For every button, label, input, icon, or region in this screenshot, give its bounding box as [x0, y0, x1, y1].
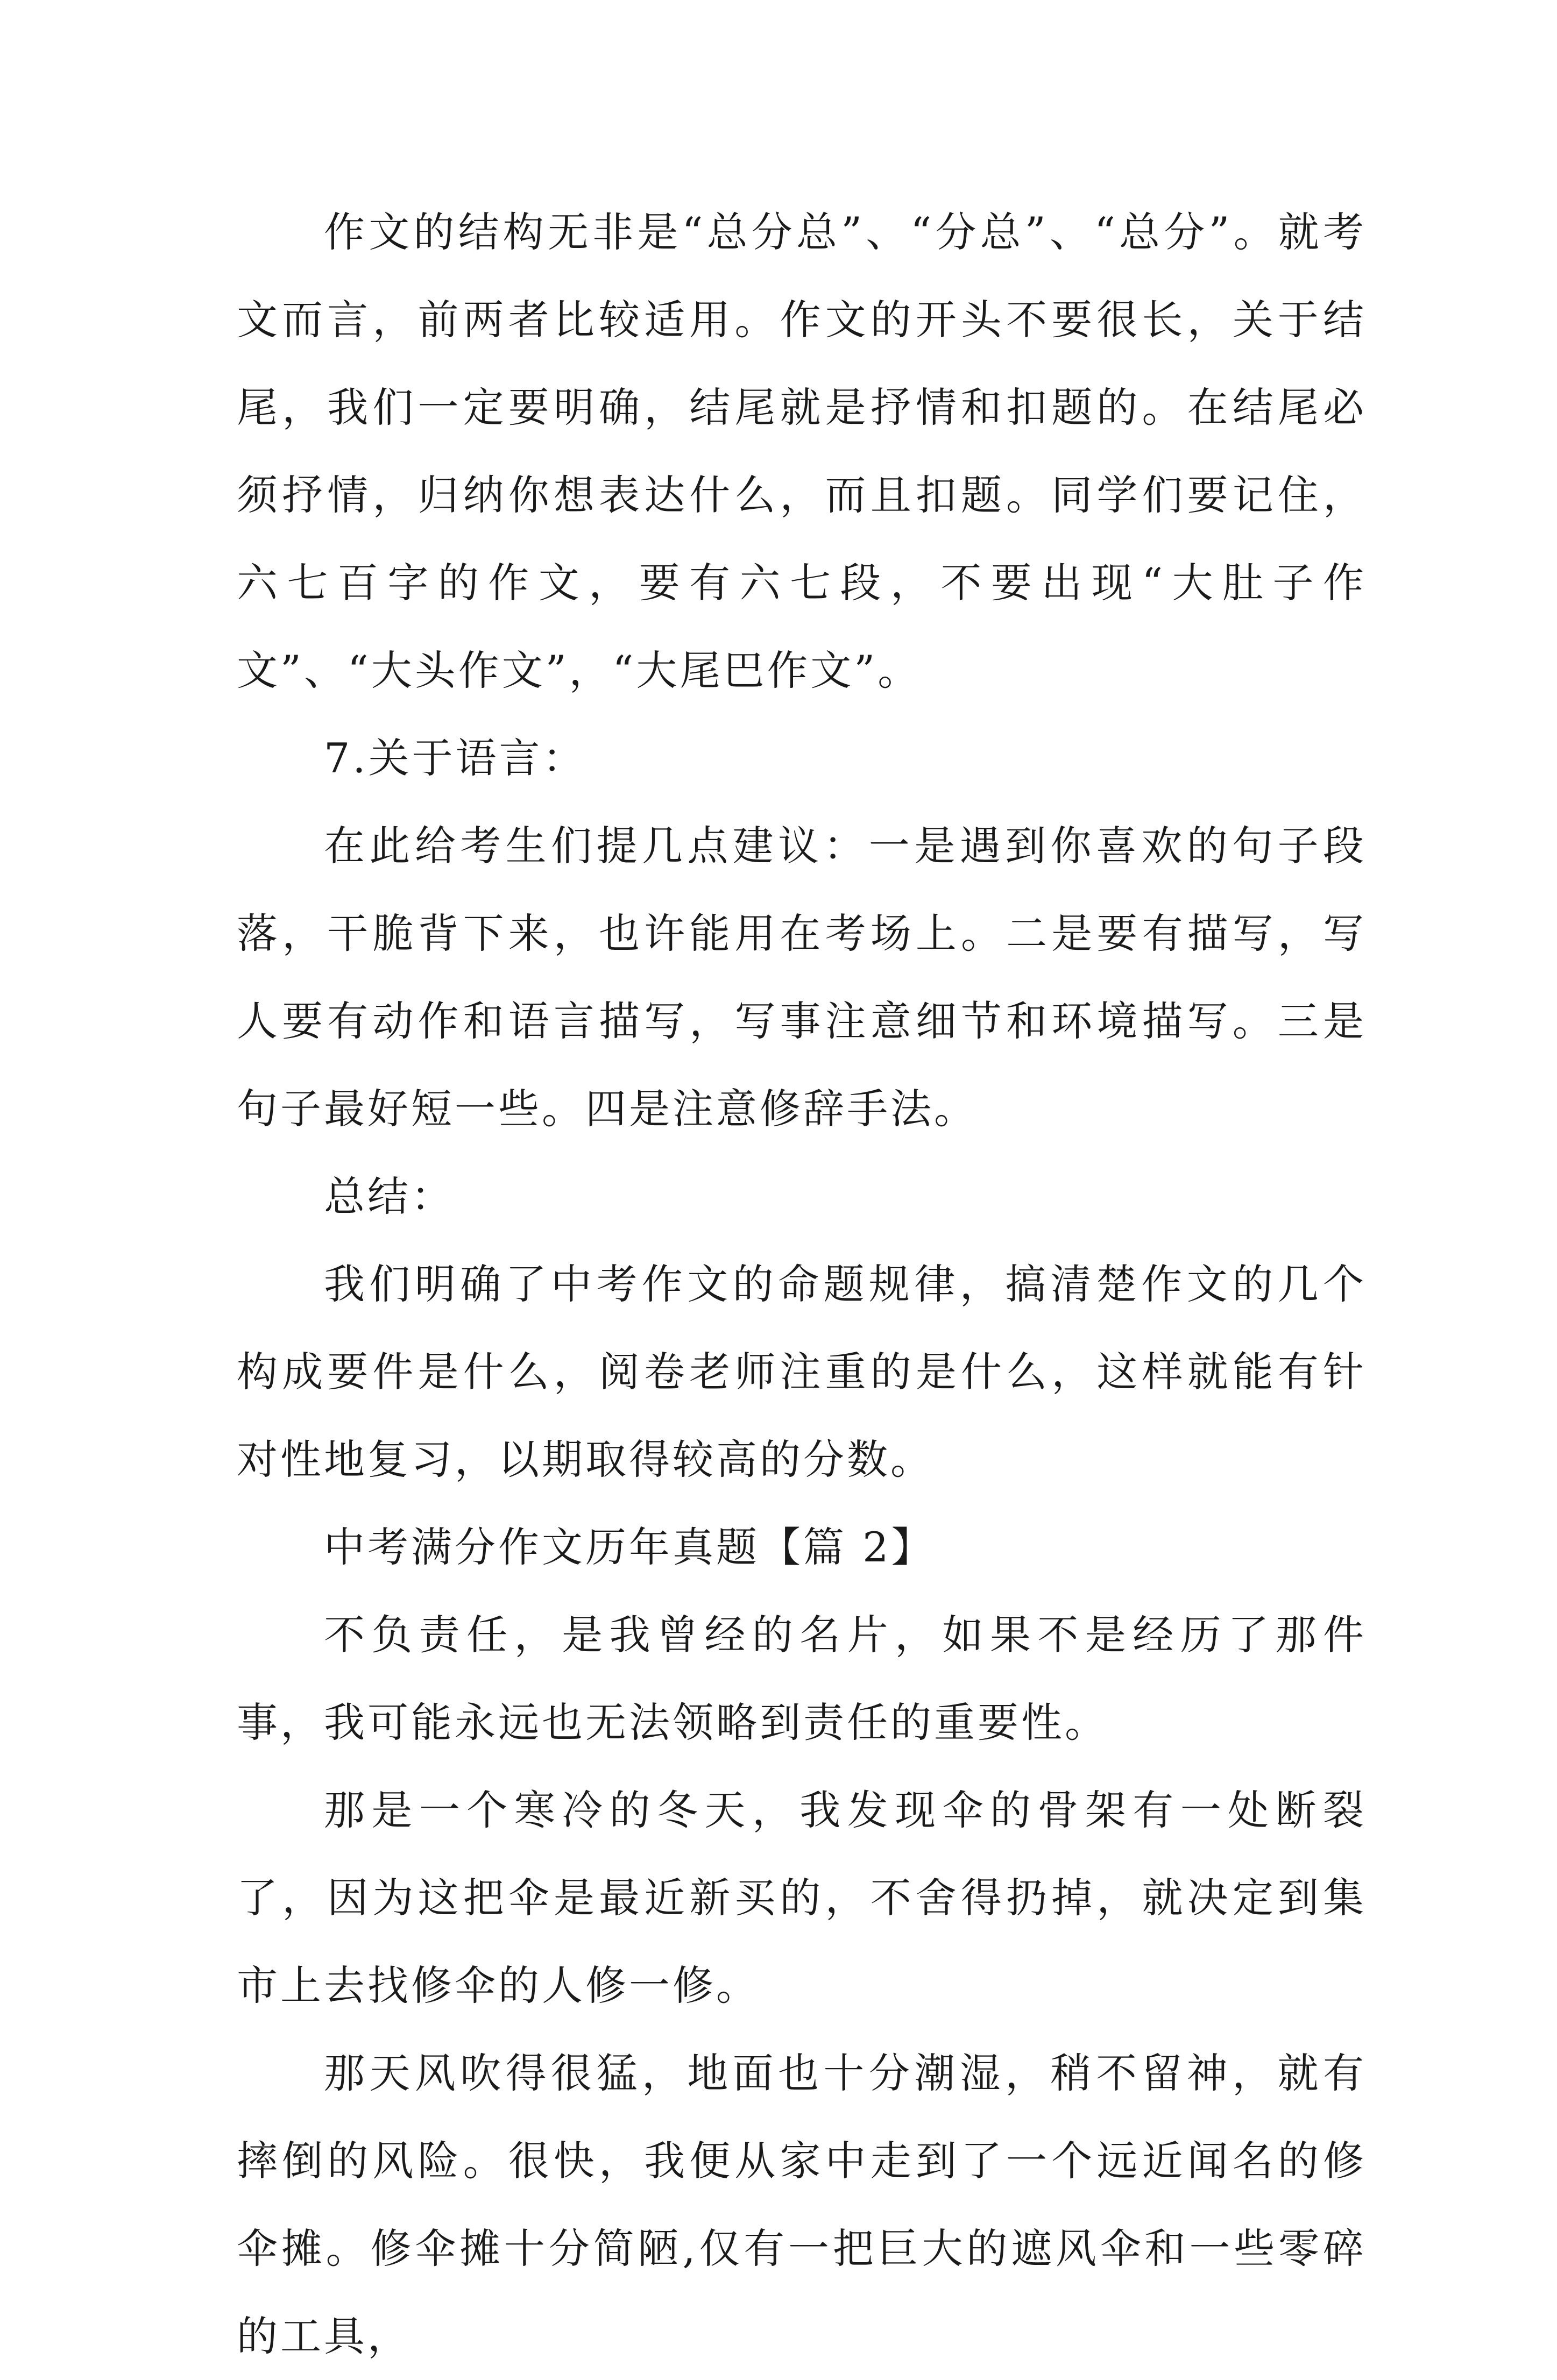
paragraph-summary: 我们明确了中考作文的命题规律，搞清楚作文的几个构成要件是什么，阅卷老师注重的是什么，这样就能有针对性地复习，以期取得较高的分数。	[237, 1260, 1367, 1483]
paragraph-language-heading: 7.关于语言：	[324, 734, 586, 782]
paragraph-essay-2: 那是一个寒冷的冬天，我发现伞的骨架有一处断裂了，因为这把伞是最近新买的，不舍得扔掉，就决定到集市上去找修伞的人修一修。	[237, 1786, 1367, 2009]
body-text	[237, 188, 1367, 2380]
paragraph-essay-3: 那天风吹得很猛，地面也十分潮湿，稍不留神，就有摔倒的风险。很快，我便从家中走到了一个远近闻名的修伞摊。修伞摊十分简陋,仅有一把巨大的遮风伞和一些零碎的工具，	[237, 2049, 1367, 2360]
paragraph-essay-1: 不负责任，是我曾经的名片，如果不是经历了那件事，我可能永远也无法领略到责任的重要性。	[237, 1611, 1367, 1746]
section-title: 中考满分作文历年真题【篇 2】	[324, 1523, 935, 1571]
paragraph-summary-heading: 总结：	[324, 1173, 455, 1220]
paragraph-structure: 作文的结构无非是“总分总”、“分总”、“总分”。就考文而言，前两者比较适用。作文的开头不要很长，关于结尾，我们一定要明确，结尾就是抒情和扣题的。在结尾必须抒情，归纳你想表达什么，而且扣题。同学们要记住，六七百字的作文，要有六七段，不要出现“大肚子作文”、“大头作文”，“大尾巴作文”。	[237, 208, 1367, 694]
paragraph-language-advice: 在此给考生们提几点建议：一是遇到你喜欢的句子段落，干脆背下来，也许能用在考场上。二是要有描写，写人要有动作和语言描写，写事注意细节和环境描写。三是句子最好短一些。四是注意修辞手法。	[237, 822, 1367, 1133]
